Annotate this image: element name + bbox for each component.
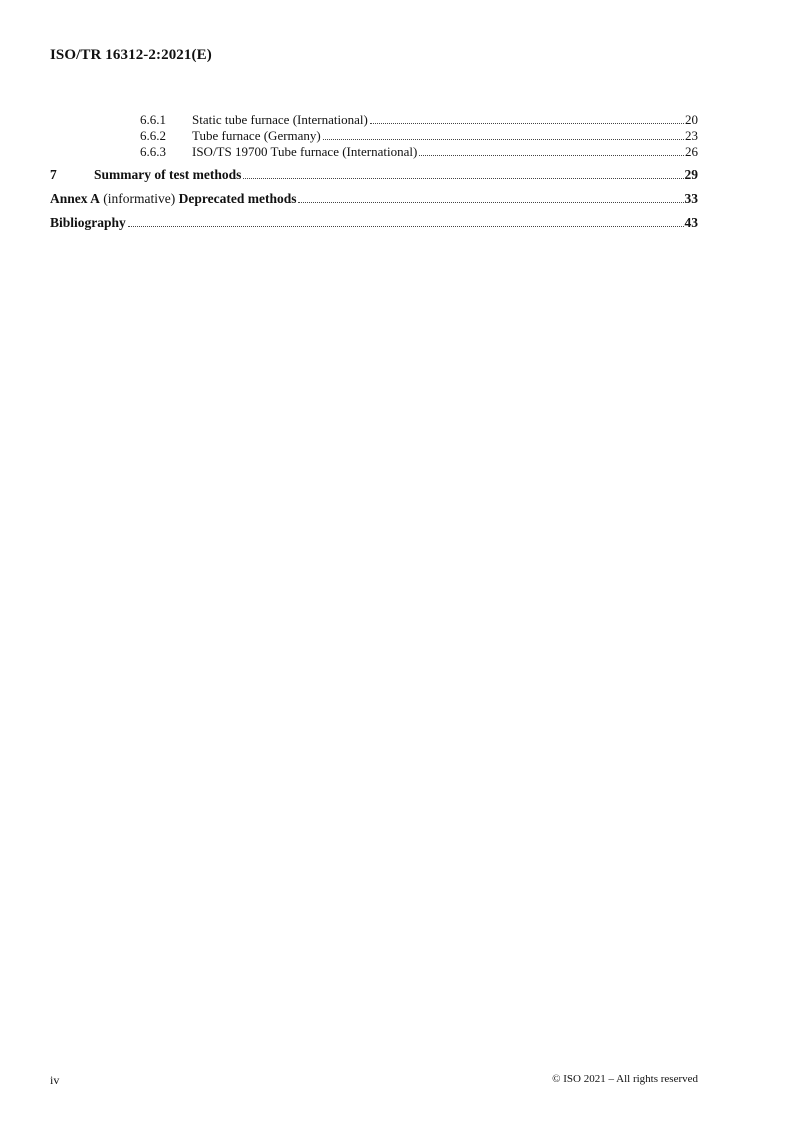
toc-entry-annex-a[interactable]	[50, 187, 698, 211]
toc-entry-section-7[interactable]	[50, 163, 698, 187]
toc-entry-page: 29	[684, 167, 698, 182]
toc-entry-title: Deprecated methods	[178, 191, 297, 206]
toc-entry-6-6-2[interactable]	[50, 128, 698, 144]
toc-entry-number: 6.6.3	[140, 144, 166, 159]
annex-qualifier: (informative)	[103, 191, 176, 206]
annex-label: Annex A	[50, 191, 100, 206]
toc-entry-page: 26	[685, 144, 698, 159]
dot-leader	[419, 155, 684, 156]
toc-entry-page: 23	[685, 128, 698, 143]
dot-leader	[298, 202, 683, 203]
toc-entry-title: Summary of test methods	[94, 167, 242, 182]
toc-entry-page: 43	[684, 215, 698, 230]
toc-entry-title: ISO/TS 19700 Tube furnace (International)	[192, 144, 418, 159]
dot-leader	[323, 139, 684, 140]
copyright-notice: © ISO 2021 – All rights reserved	[552, 1073, 698, 1085]
dot-leader	[128, 226, 684, 227]
toc-entry-number: 6.6.2	[140, 128, 166, 143]
table-of-contents	[50, 112, 698, 235]
toc-entry-bibliography[interactable]	[50, 211, 698, 235]
toc-entry-number: 6.6.1	[140, 112, 166, 127]
toc-entry-number: 7	[50, 167, 57, 182]
toc-entry-title: Static tube furnace (International)	[192, 112, 368, 127]
toc-entry-title: Tube furnace (Germany)	[192, 128, 321, 143]
document-id: ISO/TR 16312-2:2021(E)	[50, 47, 212, 63]
dot-leader	[370, 123, 684, 124]
toc-entry-title: Bibliography	[50, 215, 126, 230]
dot-leader	[243, 178, 683, 179]
toc-entry-page: 33	[684, 191, 698, 206]
page-number: iv	[50, 1073, 60, 1087]
toc-entry-6-6-3[interactable]	[50, 144, 698, 160]
toc-entry-6-6-1[interactable]	[50, 112, 698, 128]
page-footer	[50, 1073, 698, 1088]
toc-entry-page: 20	[685, 112, 698, 127]
